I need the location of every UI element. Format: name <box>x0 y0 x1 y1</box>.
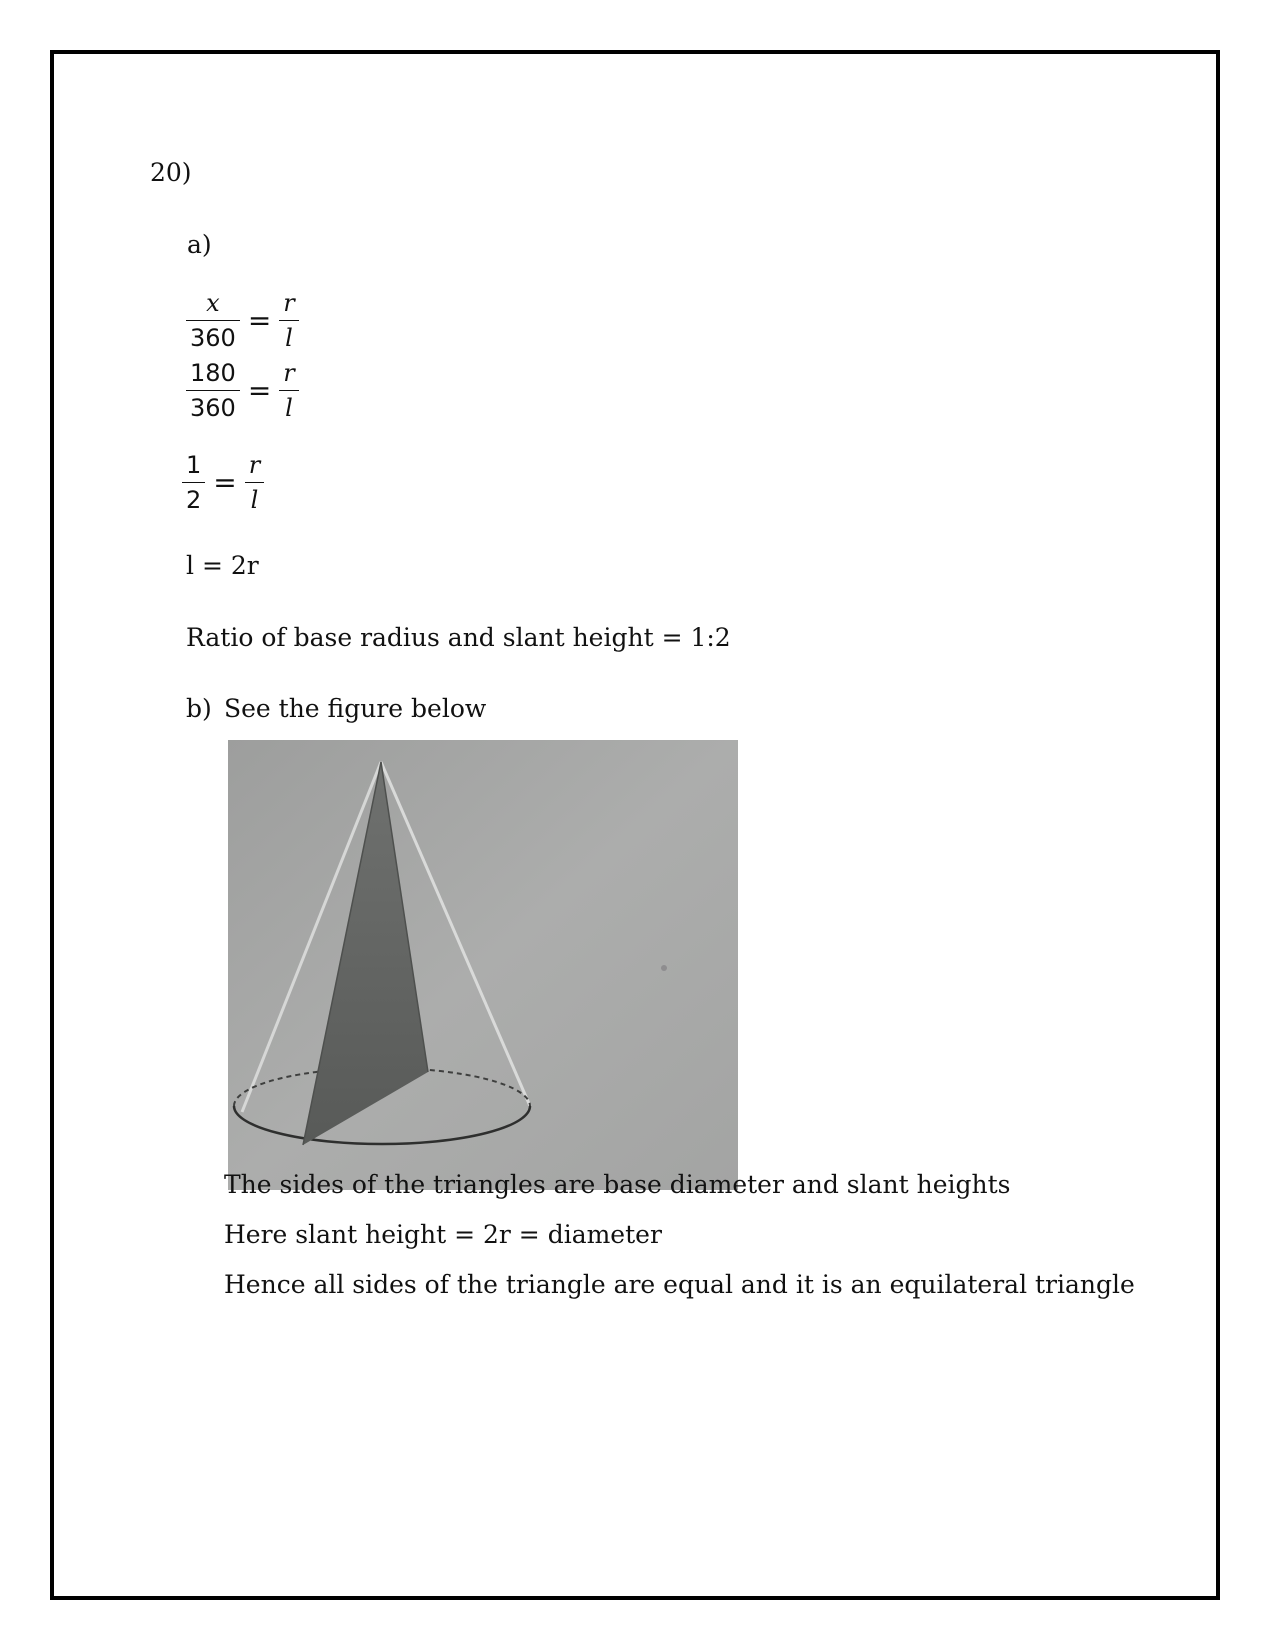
explanation-line-1: The sides of the triangles are base diameter and slant heights <box>224 1170 1011 1199</box>
eq1-equals: = <box>247 304 272 338</box>
eq1-rhs-denominator: l <box>285 324 293 353</box>
cone-illustration <box>228 740 738 1190</box>
eq1-rhs-numerator: r <box>283 289 295 317</box>
equation-2 <box>186 360 299 422</box>
result-line: l = 2r <box>186 551 259 580</box>
eq1-rhs-fraction <box>279 290 298 352</box>
photo-smudge <box>661 965 667 971</box>
eq2-lhs-fraction <box>186 360 240 422</box>
eq1-lhs-numerator: x <box>206 289 220 317</box>
eq3-lhs-fraction <box>182 452 205 514</box>
photo-background <box>228 740 738 1190</box>
eq3-equals: = <box>213 466 237 500</box>
equation-3 <box>182 452 264 514</box>
eq1-lhs-fraction <box>186 290 240 352</box>
explanation-line-2: Here slant height = 2r = diameter <box>224 1220 662 1249</box>
part-b-intro: See the figure below <box>224 694 487 723</box>
eq2-rhs-denominator: l <box>285 394 293 423</box>
eq2-rhs-numerator: r <box>283 359 295 387</box>
cone-figure-photo <box>228 740 738 1190</box>
eq2-rhs-fraction <box>279 360 298 422</box>
explanation-line-3: Hence all sides of the triangle are equal and it is an equilateral triangle <box>224 1270 1135 1299</box>
eq3-rhs-fraction <box>245 452 264 514</box>
eq3-lhs-numerator: 1 <box>186 451 202 479</box>
eq2-lhs-denominator: 360 <box>190 394 236 423</box>
eq3-lhs-denominator: 2 <box>186 486 202 515</box>
eq2-lhs-numerator: 180 <box>190 359 236 387</box>
part-b-label: b) <box>186 694 212 723</box>
question-number: 20) <box>150 158 192 187</box>
eq3-rhs-numerator: r <box>248 451 261 479</box>
eq1-lhs-denominator: 360 <box>190 324 236 353</box>
eq2-equals: = <box>247 374 272 408</box>
ratio-line: Ratio of base radius and slant height = 1:2 <box>186 623 731 652</box>
eq3-rhs-denominator: l <box>250 486 259 515</box>
part-a-label: a) <box>187 230 212 259</box>
equation-1 <box>186 290 299 352</box>
